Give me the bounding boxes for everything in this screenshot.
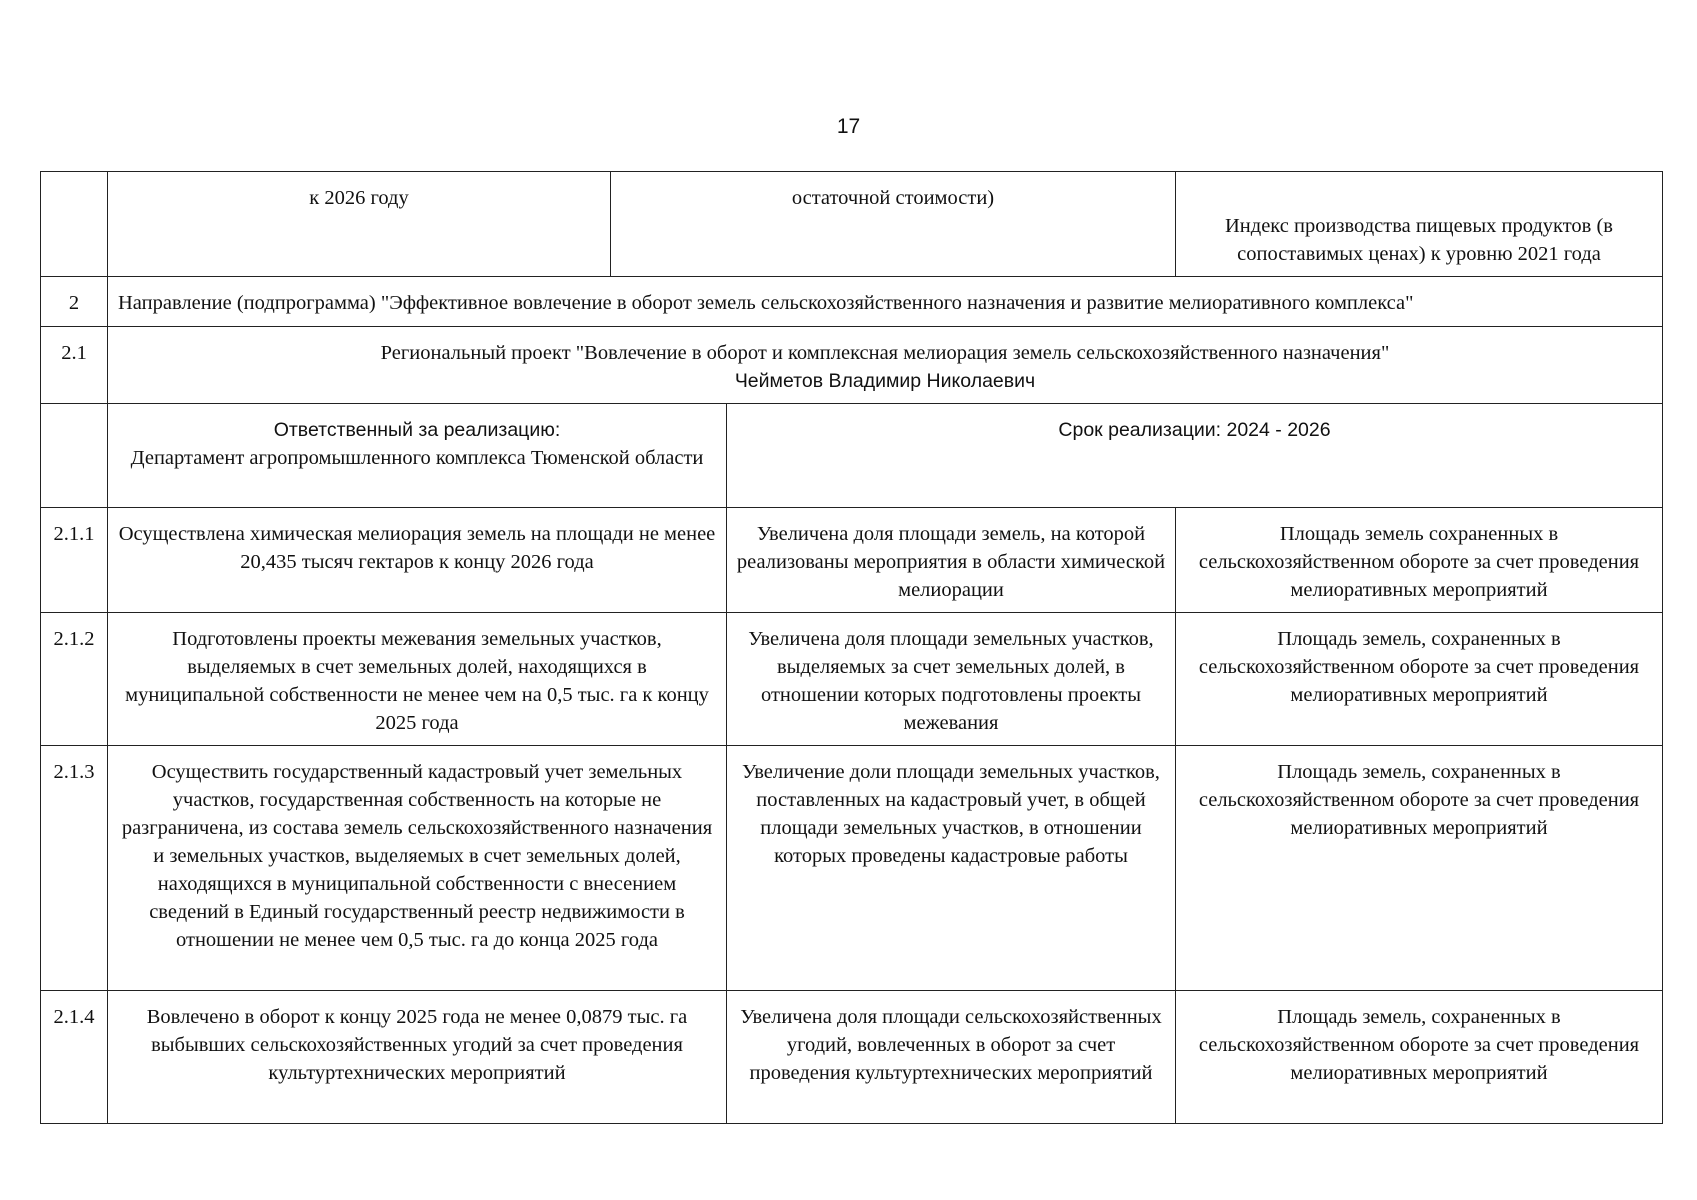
- responsible-value: Департамент агропромышленного комплекса Тюменской области: [130, 447, 704, 469]
- empty-number-cell: [41, 404, 108, 508]
- task-number: 2.1.3: [41, 746, 108, 991]
- task-cell: Подготовлены проекты межевания земельных участков, выделяемых в счет земельных долей, находящихся в муниципальной собственности не менее чем на 0,5 тыс. га к концу 2025 года: [108, 613, 727, 746]
- table-row: [41, 746, 1663, 991]
- direction-title: Направление (подпрограмма) "Эффективное вовлечение в оборот земель сельскохозяйственного назначения и развитие мелиоративного комплекса": [108, 277, 1663, 327]
- effect-cell: Увеличена доля площади земельных участков, выделяемых за счет земельных долей, в отношении которых подготовлены проекты межевания: [727, 613, 1176, 746]
- indicator-cell: Площадь земель сохраненных в сельскохозяйственном обороте за счет проведения мелиоративных мероприятий: [1176, 508, 1663, 613]
- effect-cell: Увеличение доли площади земельных участков, поставленных на кадастровый учет, в общей площади земельных участков, в отношении которых проведены кадастровые работы: [727, 746, 1176, 991]
- project-leader: Чейметов Владимир Николаевич: [734, 370, 1036, 392]
- term-cell: Срок реализации: 2024 - 2026: [727, 404, 1663, 508]
- table-row: [41, 508, 1663, 613]
- page-number: 17: [836, 115, 861, 138]
- responsible-cell: [108, 404, 727, 508]
- table-row-responsibility: [41, 404, 1663, 508]
- effect-cell: Увеличена доля площади земель, на которой реализованы мероприятия в области химической мелиорации: [727, 508, 1176, 613]
- table-row-direction: [41, 277, 1663, 327]
- program-structure-table: [40, 171, 1663, 1124]
- row-number-cell: [41, 172, 108, 277]
- indicator-cell: Площадь земель, сохраненных в сельскохозяйственном обороте за счет проведения мелиоративных мероприятий: [1176, 613, 1663, 746]
- kpi-cell: Индекс производства пищевых продуктов (в сопоставимых ценах) к уровню 2021 года: [1176, 172, 1663, 277]
- project-number: 2.1: [41, 327, 108, 404]
- indicator-cell: Площадь земель, сохраненных в сельскохозяйственном обороте за счет проведения мелиоративных мероприятий: [1176, 991, 1663, 1124]
- effect-cell: Увеличена доля площади сельскохозяйственных угодий, вовлеченных в оборот за счет проведения культуртехнических мероприятий: [727, 991, 1176, 1124]
- table-row-project: [41, 327, 1663, 404]
- task-number: 2.1.2: [41, 613, 108, 746]
- project-cell: [108, 327, 1663, 404]
- project-title: Региональный проект "Вовлечение в оборот и комплексная мелиорация земель сельскохозяйственного назначения": [380, 342, 1390, 364]
- task-cell: Осуществлена химическая мелиорация земель на площади не менее 20,435 тысяч гектаров к концу 2026 года: [108, 508, 727, 613]
- indicator-cell: Площадь земель, сохраненных в сельскохозяйственном обороте за счет проведения мелиоративных мероприятий: [1176, 746, 1663, 991]
- responsible-label: Ответственный за реализацию:: [273, 419, 561, 441]
- direction-number: 2: [41, 277, 108, 327]
- task-number: 2.1.4: [41, 991, 108, 1124]
- task-number: 2.1.1: [41, 508, 108, 613]
- task-cell: Вовлечено в оборот к концу 2025 года не менее 0,0879 тыс. га выбывших сельскохозяйственных угодий за счет проведения культуртехнических мероприятий: [108, 991, 727, 1124]
- table-row: [41, 613, 1663, 746]
- indicator-cell: остаточной стоимости): [611, 172, 1176, 277]
- goal-cell: к 2026 году: [108, 172, 611, 277]
- table-row-continuation: [41, 172, 1663, 277]
- task-cell: Осуществить государственный кадастровый учет земельных участков, государственная собственность на которые не разграничена, из состава земель сельскохозяйственного назначения и земельных участков, выделяемых в счет земельных долей, находящихся в муниципальной собственности с внесением сведений в Единый государственный реестр недвижимости в отношении не менее чем 0,5 тыс. га до конца 2025 года: [108, 746, 727, 991]
- table-row: [41, 991, 1663, 1124]
